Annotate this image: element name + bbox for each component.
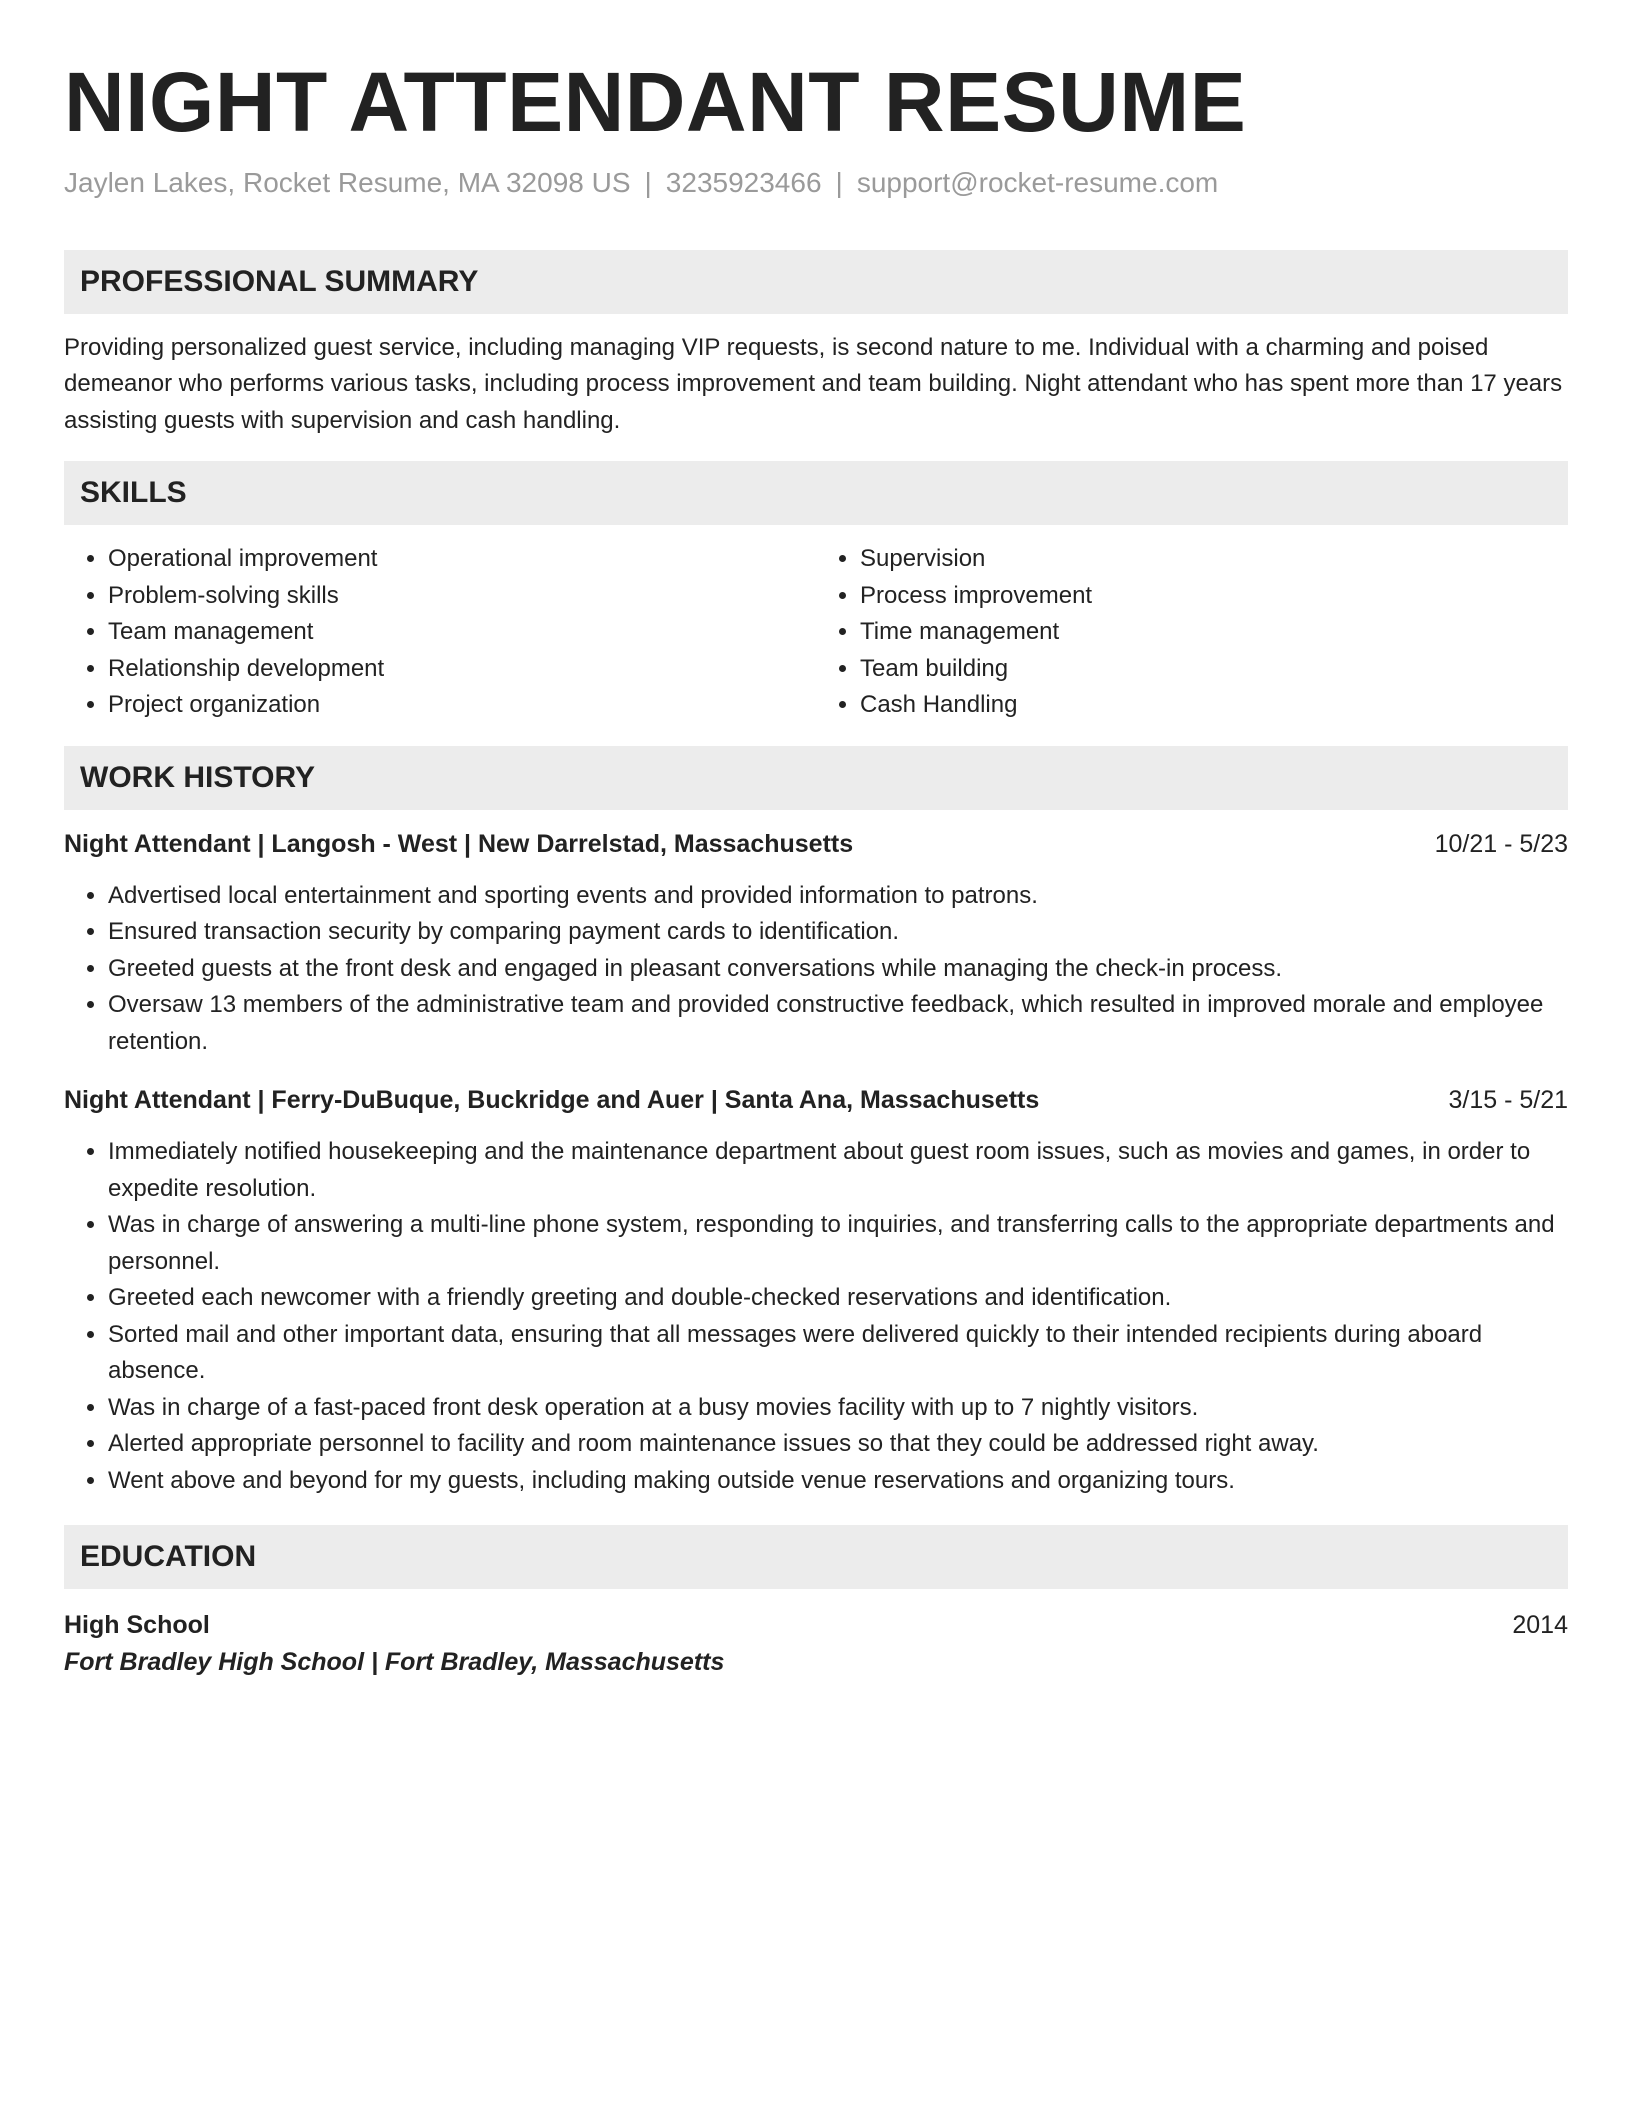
job-bullets	[64, 1134, 1568, 1499]
skills-list	[64, 541, 1568, 724]
contact-email: support@rocket-resume.com	[856, 167, 1219, 199]
contact-separator: |	[835, 167, 843, 199]
education-degree: High School	[64, 1611, 210, 1640]
skill-item: • Cash Handling	[860, 687, 1568, 724]
job-dates: 3/15 - 5/21	[1448, 1086, 1568, 1115]
job-entry	[64, 826, 1568, 1061]
contact-line	[64, 166, 1568, 200]
education-header	[64, 1607, 1568, 1643]
summary-text: Providing personalized guest service, including managing VIP requests, is second nature to me. Individual with a charming and poised demeanor who performs various tasks, including process improvement and team building. Night attendant who has spent more than 17 years assisting guests with supervision and cash handling.	[64, 333, 1563, 434]
job-bullet: • Advertised local entertainment and sporting events and provided information to patrons.	[108, 878, 1568, 915]
contact-separator: |	[644, 167, 652, 199]
job-bullets	[64, 878, 1568, 1061]
section-heading-summary: PROFESSIONAL SUMMARY	[64, 250, 1568, 314]
skills-column-left	[64, 541, 816, 724]
job-bullet: • Oversaw 13 members of the administrative team and provided constructive feedback, which resulted in improved morale and employee retention.	[108, 987, 1568, 1060]
job-header	[64, 826, 1568, 862]
education-school: Fort Bradley High School | Fort Bradley, Massachusetts	[64, 1648, 725, 1677]
education-year: 2014	[1512, 1611, 1568, 1640]
job-title: Night Attendant | Langosh - West | New Darrelstad, Massachusetts	[64, 829, 854, 858]
job-bullet: • Ensured transaction security by comparing payment cards to identification.	[108, 914, 1568, 951]
skill-item: • Operational improvement	[108, 541, 816, 578]
job-bullet: • Greeted each newcomer with a friendly greeting and double-checked reservations and identification.	[108, 1280, 1568, 1317]
job-bullet: • Greeted guests at the front desk and engaged in pleasant conversations while managing the check-in process.	[108, 951, 1568, 988]
job-bullet: • Was in charge of a fast-paced front desk operation at a busy movies facility with up to 7 nightly visitors.	[108, 1390, 1568, 1427]
skill-item: • Time management	[860, 614, 1568, 651]
section-heading-work-history: WORK HISTORY	[64, 746, 1568, 810]
resume-title: NIGHT ATTENDANT RESUME	[64, 55, 1247, 149]
skill-item: • Project organization	[108, 687, 816, 724]
skill-item: • Relationship development	[108, 651, 816, 688]
job-bullet: • Immediately notified housekeeping and the maintenance department about guest room issues, such as movies and games, in order to expedite resolution.	[108, 1134, 1568, 1207]
job-bullet: • Went above and beyond for my guests, including making outside venue reservations and organizing tours.	[108, 1463, 1568, 1500]
skills-column-right	[816, 541, 1568, 724]
job-title: Night Attendant | Ferry-DuBuque, Buckridge and Auer | Santa Ana, Massachusetts	[64, 1086, 1040, 1115]
skill-item: • Supervision	[860, 541, 1568, 578]
section-heading-skills: SKILLS	[64, 461, 1568, 525]
job-bullet: • Sorted mail and other important data, ensuring that all messages were delivered quickly to their intended recipients during aboard absence.	[108, 1317, 1568, 1390]
job-bullet: • Was in charge of answering a multi-line phone system, responding to inquiries, and transferring calls to the appropriate departments and personnel.	[108, 1207, 1568, 1280]
skill-item: • Team management	[108, 614, 816, 651]
job-bullet: • Alerted appropriate personnel to facility and room maintenance issues so that they could be addressed right away.	[108, 1426, 1568, 1463]
job-header	[64, 1082, 1568, 1118]
job-dates: 10/21 - 5/23	[1434, 829, 1568, 858]
section-heading-education: EDUCATION	[64, 1525, 1568, 1589]
skill-item: • Problem-solving skills	[108, 578, 816, 615]
skill-item: • Team building	[860, 651, 1568, 688]
contact-phone: 3235923466	[665, 167, 822, 199]
job-entry	[64, 1082, 1568, 1499]
contact-address: Jaylen Lakes, Rocket Resume, MA 32098 US	[64, 167, 631, 199]
skill-item: • Process improvement	[860, 578, 1568, 615]
